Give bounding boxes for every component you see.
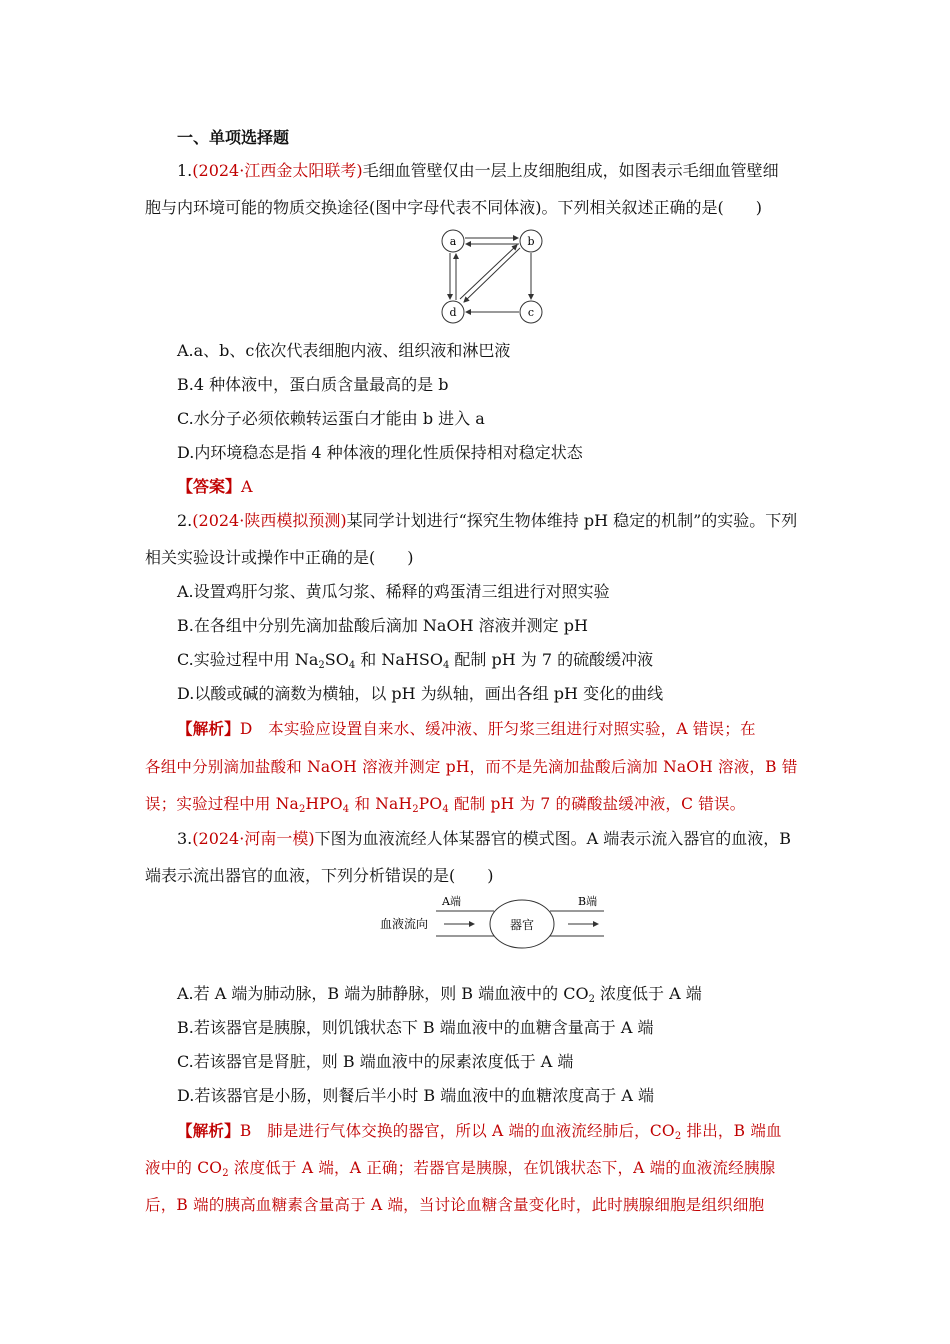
q2-option-a: A.设置鸡肝匀浆、黄瓜匀浆、稀释的鸡蛋清三组进行对照实验 bbox=[177, 582, 610, 601]
q3-stem-text1: 下图为血液流经人体某器官的模式图。A 端表示流入器官的血液，B bbox=[314, 829, 791, 848]
q2-option-c bbox=[177, 649, 842, 671]
q3-stem-line2: 端表示流出器官的血液，下列分析错误的是( ) bbox=[145, 866, 494, 885]
q3-exp2-sub: 2 bbox=[222, 1168, 229, 1179]
q3-option-b: B.若该器官是胰腺，则饥饿状态下 B 端血液中的血糖含量高于 A 端 bbox=[177, 1018, 654, 1037]
q3-explanation-line2 bbox=[145, 1157, 810, 1179]
node-a-label: a bbox=[449, 235, 457, 248]
q2-option-b: B.在各组中分别先滴加盐酸后滴加 NaOH 溶液并测定 pH bbox=[177, 616, 588, 635]
a-end-label: A端 bbox=[442, 895, 461, 908]
q3-exp1-text-1: B 肺是进行气体交换的器官，所以 A 端的血液流经肺后，CO bbox=[239, 1122, 675, 1140]
q3-blood-flow-diagram bbox=[378, 892, 610, 950]
q2-stem-text1: 某同学计划进行“探究生物体维持 pH 稳定的机制”的实验。下列 bbox=[346, 511, 798, 530]
q1-option-c: C.水分子必须依赖转运蛋白才能由 b 进入 a bbox=[177, 409, 485, 428]
q2-exp3-text-4: PO bbox=[418, 795, 443, 813]
q2-explanation-line1 bbox=[177, 718, 810, 740]
q2-opt-c-text-2: SO bbox=[324, 650, 349, 669]
q1-number: 1. bbox=[177, 161, 193, 180]
arrow-d-to-b bbox=[460, 245, 517, 299]
q2-exp3-text-2: HPO bbox=[305, 795, 343, 813]
q1-answer bbox=[177, 476, 842, 498]
section-title: 一、单项选择题 bbox=[177, 128, 290, 147]
q2-opt-c-sub-2: 4 bbox=[348, 660, 356, 671]
arrow-b-to-d bbox=[464, 248, 520, 302]
q2-opt-c-text-1: C.实验过程中用 Na bbox=[177, 650, 319, 669]
q2-exp3-sub-3: 2 bbox=[412, 804, 419, 815]
q3-source: (2024·河南一模) bbox=[192, 829, 315, 848]
q2-exp3-text-1: 误；实验过程中用 Na bbox=[145, 795, 299, 813]
q2-exp3-sub-2: 4 bbox=[342, 804, 350, 815]
q2-opt-c-sub-1: 2 bbox=[318, 660, 325, 671]
q2-exp3-sub-1: 2 bbox=[298, 804, 306, 815]
q3-explanation-label: 【解析】 bbox=[177, 1121, 240, 1140]
q1-option-b: B.4 种体液中，蛋白质含量最高的是 b bbox=[177, 375, 449, 394]
q3-exp1-text-2: 排出，B 端血 bbox=[681, 1122, 782, 1140]
q2-opt-c-text-3: 和 NaHSO bbox=[355, 650, 443, 669]
node-c-label: c bbox=[527, 306, 535, 319]
q2-opt-c-sub-3: 4 bbox=[442, 660, 450, 671]
q1-option-d: D.内环境稳态是指 4 种体液的理化性质保持相对稳定状态 bbox=[177, 443, 583, 462]
q2-option-d: D.以酸或碱的滴数为横轴，以 pH 为纵轴，画出各组 pH 变化的曲线 bbox=[177, 684, 664, 703]
q2-exp3-text-3: 和 NaH bbox=[349, 795, 413, 813]
q3-stem-line1 bbox=[177, 828, 842, 850]
q2-exp-text1: D 本实验应设置自来水、缓冲液、肝匀浆三组进行对照实验，A 错误；在 bbox=[239, 720, 756, 738]
q1-option-a: A.a、b、c依次代表细胞内液、组织液和淋巴液 bbox=[177, 341, 511, 360]
q2-stem-line2: 相关实验设计或操作中正确的是( ) bbox=[145, 548, 414, 567]
q3-opt-a-text-1: A.若 A 端为肺动脉，B 端为肺静脉，则 B 端血液中的 CO bbox=[177, 984, 589, 1003]
q2-source: (2024·陕西模拟预测) bbox=[192, 511, 347, 530]
q2-exp3-sub-4: 4 bbox=[442, 804, 449, 815]
q2-explanation-label: 【解析】 bbox=[177, 719, 240, 738]
q1-fluid-exchange-diagram bbox=[430, 225, 550, 331]
q3-exp2-text-1: 液中的 CO bbox=[145, 1159, 223, 1177]
q2-number: 2. bbox=[177, 511, 193, 530]
q1-stem-line2: 胞与内环境可能的物质交换途径(图中字母代表不同体液)。下列相关叙述正确的是( ) bbox=[145, 198, 762, 217]
q2-stem-line1 bbox=[177, 510, 842, 532]
node-d-label: d bbox=[449, 306, 457, 319]
q1-stem-text1: 毛细血管壁仅由一层上皮细胞组成，如图表示毛细血管壁细 bbox=[362, 161, 779, 180]
b-end-label: B端 bbox=[578, 895, 598, 908]
q3-option-d: D.若该器官是小肠，则餐后半小时 B 端血液中的血糖浓度高于 A 端 bbox=[177, 1086, 655, 1105]
q2-exp3-text-5: 配制 pH 为 7 的磷酸盐缓冲液，C 错误。 bbox=[448, 795, 746, 813]
q2-explanation-line3 bbox=[145, 793, 810, 815]
organ-label: 器官 bbox=[509, 918, 535, 932]
q3-opt-a-text-2: 浓度低于 A 端 bbox=[594, 984, 702, 1003]
q3-exp1-sub: 2 bbox=[674, 1131, 682, 1142]
q3-option-a bbox=[177, 983, 842, 1005]
q3-number: 3. bbox=[177, 829, 193, 848]
node-b-label: b bbox=[527, 235, 535, 248]
q3-explanation-line1 bbox=[177, 1120, 810, 1142]
flow-direction-label: 血液流向 bbox=[380, 917, 429, 931]
q1-answer-value: A bbox=[241, 477, 253, 496]
q1-answer-label: 【答案】 bbox=[177, 477, 242, 496]
q3-explanation-line3: 后，B 端的胰高血糖素含量高于 A 端，当讨论血糖含量变化时，此时胰腺细胞是组织细胞 bbox=[145, 1196, 765, 1214]
q3-opt-a-sub: 2 bbox=[588, 994, 595, 1005]
q3-option-c: C.若该器官是肾脏，则 B 端血液中的尿素浓度低于 A 端 bbox=[177, 1052, 574, 1071]
q1-source: (2024·江西金太阳联考) bbox=[192, 161, 363, 180]
q3-exp2-text-2: 浓度低于 A 端，A 正确；若器官是胰腺，在饥饿状态下，A 端的血液流经胰腺 bbox=[228, 1159, 776, 1177]
q1-stem-line1 bbox=[177, 160, 842, 182]
q2-explanation-line2: 各组中分别滴加盐酸和 NaOH 溶液并测定 pH，而不是先滴加盐酸后滴加 NaOH 溶液，B 错 bbox=[145, 758, 798, 776]
q2-opt-c-text-4: 配制 pH 为 7 的硫酸缓冲液 bbox=[449, 650, 654, 669]
